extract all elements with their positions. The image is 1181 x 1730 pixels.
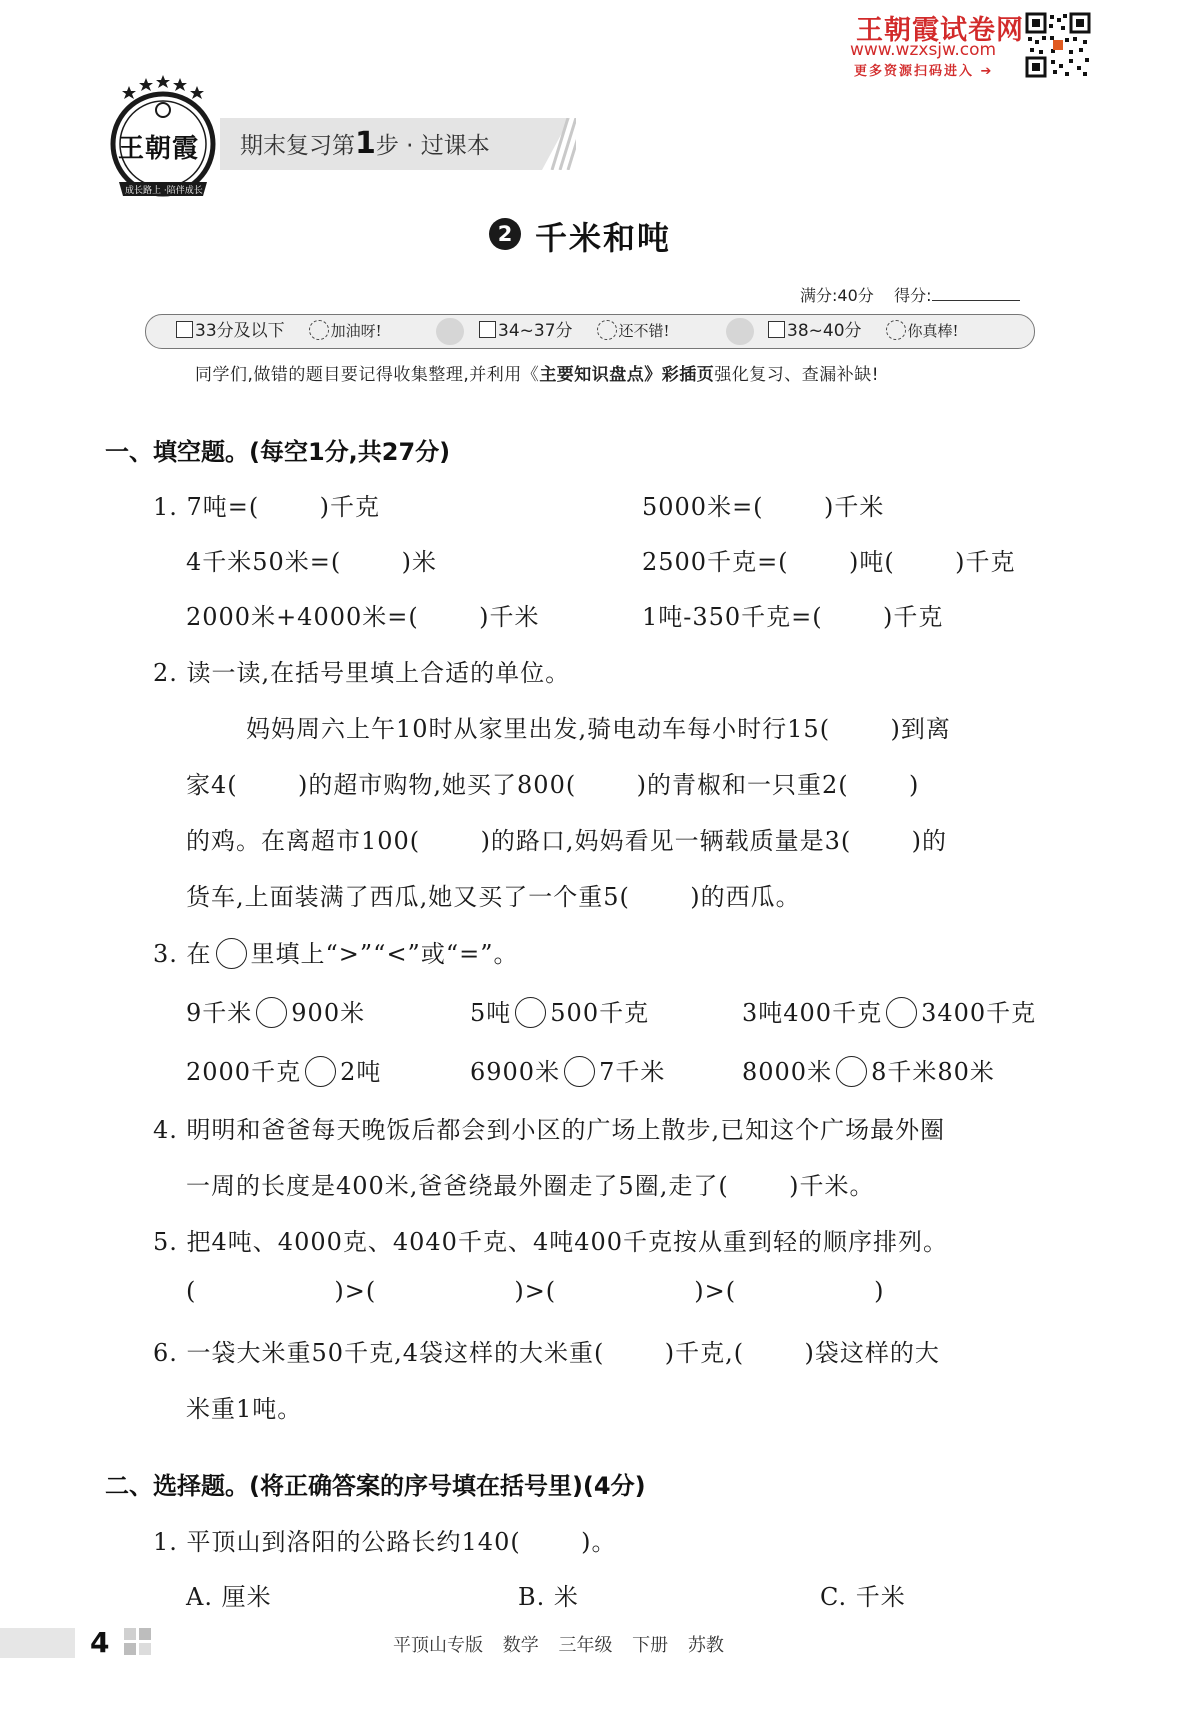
answer-circle[interactable] <box>515 997 546 1028</box>
qr-code-icon[interactable] <box>1025 12 1091 78</box>
q2-line1: 妈妈周六上午10时从家里出发,骑电动车每小时行15( )到离 <box>246 715 951 743</box>
banner-post: 步 · 过课本 <box>375 133 490 159</box>
answer-circle[interactable] <box>256 997 287 1028</box>
q3-left: 9千米 <box>186 999 253 1027</box>
s2-option-a: A. 厘米 <box>186 1583 272 1611</box>
answer-circle[interactable] <box>564 1056 595 1087</box>
q3-title <box>153 934 518 969</box>
grade-checkbox-3[interactable] <box>768 321 785 338</box>
face-icon <box>309 320 329 340</box>
grade-checkbox-1[interactable] <box>176 321 193 338</box>
q3-left: 3吨400千克 <box>742 999 883 1027</box>
note-bold: 主要知识盘点》彩插页 <box>539 365 715 385</box>
q3-right: 900米 <box>291 999 366 1027</box>
footer-squares <box>124 1628 152 1656</box>
face-icon <box>886 320 906 340</box>
grade-separator <box>436 318 464 345</box>
q3-left: 2000千克 <box>186 1058 302 1086</box>
grade-item-3 <box>768 315 959 348</box>
compare-circle-icon <box>216 938 247 969</box>
grade-range-3: 38~40分 <box>787 321 862 341</box>
q3-item <box>470 1052 665 1087</box>
q1-row3-right: 1吨-350千克=( )千克 <box>642 603 944 631</box>
q4-line2: 一周的长度是400米,爸爸绕最外圈走了5圈,走了( )千米。 <box>186 1172 875 1200</box>
q3-right: 8千米80米 <box>871 1058 995 1086</box>
watermark-url[interactable]: www.wzxsjw.com <box>850 40 997 60</box>
section-2-heading: 二、选择题。(将正确答案的序号填在括号里)(4分) <box>105 1472 646 1500</box>
q2-title: 2. 读一读,在括号里填上合适的单位。 <box>153 659 571 687</box>
note-post: 强化复习、查漏补缺! <box>714 365 880 385</box>
grade-checkbox-2[interactable] <box>479 321 496 338</box>
s2-q1: 1. 平顶山到洛阳的公路长约140( )。 <box>153 1528 617 1556</box>
logo-ribbon: 成长路上 ·陪伴成长 <box>125 186 203 196</box>
q3-item <box>742 993 1036 1028</box>
s2-option-b: B. 米 <box>518 1583 579 1611</box>
lesson-number: 2 <box>489 218 521 250</box>
q6-line1: 6. 一袋大米重50千克,4袋这样的大米重( )千克,( )袋这样的大 <box>153 1339 940 1367</box>
section-1-heading: 一、填空题。(每空1分,共27分) <box>105 438 451 466</box>
q2-line2: 家4( )的超市购物,她买了800( )的青椒和一只重2( ) <box>186 771 920 799</box>
q3-left: 6900米 <box>470 1058 561 1086</box>
banner-title <box>240 126 490 161</box>
grade-msg-1: 加油呀! <box>330 322 382 340</box>
q5-line2: ( )>( )>( )>( ) <box>186 1277 885 1305</box>
footer-bar <box>0 1628 75 1658</box>
q3-right: 7千米 <box>599 1058 666 1086</box>
logo-text: 王朝霞 <box>118 134 200 164</box>
banner-stripes <box>538 118 576 170</box>
grade-range-2: 34~37分 <box>498 321 573 341</box>
grading-bar <box>145 314 1035 349</box>
q3-right: 3400千克 <box>921 999 1037 1027</box>
grade-item-2 <box>479 315 670 348</box>
score-line <box>800 283 1020 306</box>
face-icon <box>597 320 617 340</box>
grade-msg-2: 还不错! <box>618 322 670 340</box>
grade-separator <box>726 318 754 345</box>
footer-text: 平顶山专版 数学 三年级 下册 苏教 <box>393 1635 724 1656</box>
q3-title-post: 里填上“>”“<”或“=”。 <box>250 940 519 968</box>
full-score: 满分:40分 <box>800 286 874 305</box>
q3-left: 5吨 <box>470 999 512 1027</box>
page-number: 4 <box>90 1626 110 1659</box>
q4-line1: 4. 明明和爸爸每天晚饭后都会到小区的广场上散步,已知这个广场最外圈 <box>153 1116 946 1144</box>
q2-line4: 货车,上面装满了西瓜,她又买了一个重5( )的西瓜。 <box>186 883 801 911</box>
answer-circle[interactable] <box>305 1056 336 1087</box>
q1-row1-left: 1. 7吨=( )千克 <box>153 493 381 521</box>
grade-msg-3: 你真棒! <box>907 322 959 340</box>
q3-right: 500千克 <box>550 999 650 1027</box>
q3-item <box>186 993 365 1028</box>
q1-row1-right: 5000米=( )千米 <box>642 493 885 521</box>
q3-item <box>186 1052 381 1087</box>
q3-right: 2吨 <box>340 1058 382 1086</box>
score-blank[interactable] <box>932 286 1020 301</box>
q6-line2: 米重1吨。 <box>186 1395 303 1423</box>
q3-left: 8000米 <box>742 1058 833 1086</box>
s2-option-c: C. 千米 <box>820 1583 906 1611</box>
page-title: 千米和吨 <box>535 219 672 257</box>
q2-line3: 的鸡。在离超市100( )的路口,妈妈看见一辆载质量是3( )的 <box>186 827 947 855</box>
q1-row2-left: 4千米50米=( )米 <box>186 548 438 576</box>
note-pre: 同学们,做错的题目要记得收集整理,并利用《 <box>195 365 540 385</box>
q3-item <box>470 993 649 1028</box>
answer-circle[interactable] <box>886 997 917 1028</box>
grade-range-1: 33分及以下 <box>195 321 285 341</box>
got-score-label: 得分: <box>894 286 932 305</box>
q3-item <box>742 1052 995 1087</box>
grade-item-1 <box>176 315 382 348</box>
q3-title-pre: 3. 在 <box>153 940 212 968</box>
banner-pre: 期末复习第 <box>240 133 355 159</box>
answer-circle[interactable] <box>836 1056 867 1087</box>
instruction-note <box>195 360 879 385</box>
q1-row3-left: 2000米+4000米=( )千米 <box>186 603 540 631</box>
q1-row2-right: 2500千克=( )吨( )千克 <box>642 548 1016 576</box>
banner-step: 1 <box>355 126 376 161</box>
q5-line1: 5. 把4吨、4000克、4040千克、4吨400千克按从重到轻的顺序排列。 <box>153 1228 949 1256</box>
watermark-title: 王朝霞试卷网 <box>856 15 1024 46</box>
watermark-more[interactable]: 更多资源扫码进入 ➔ <box>854 64 994 79</box>
